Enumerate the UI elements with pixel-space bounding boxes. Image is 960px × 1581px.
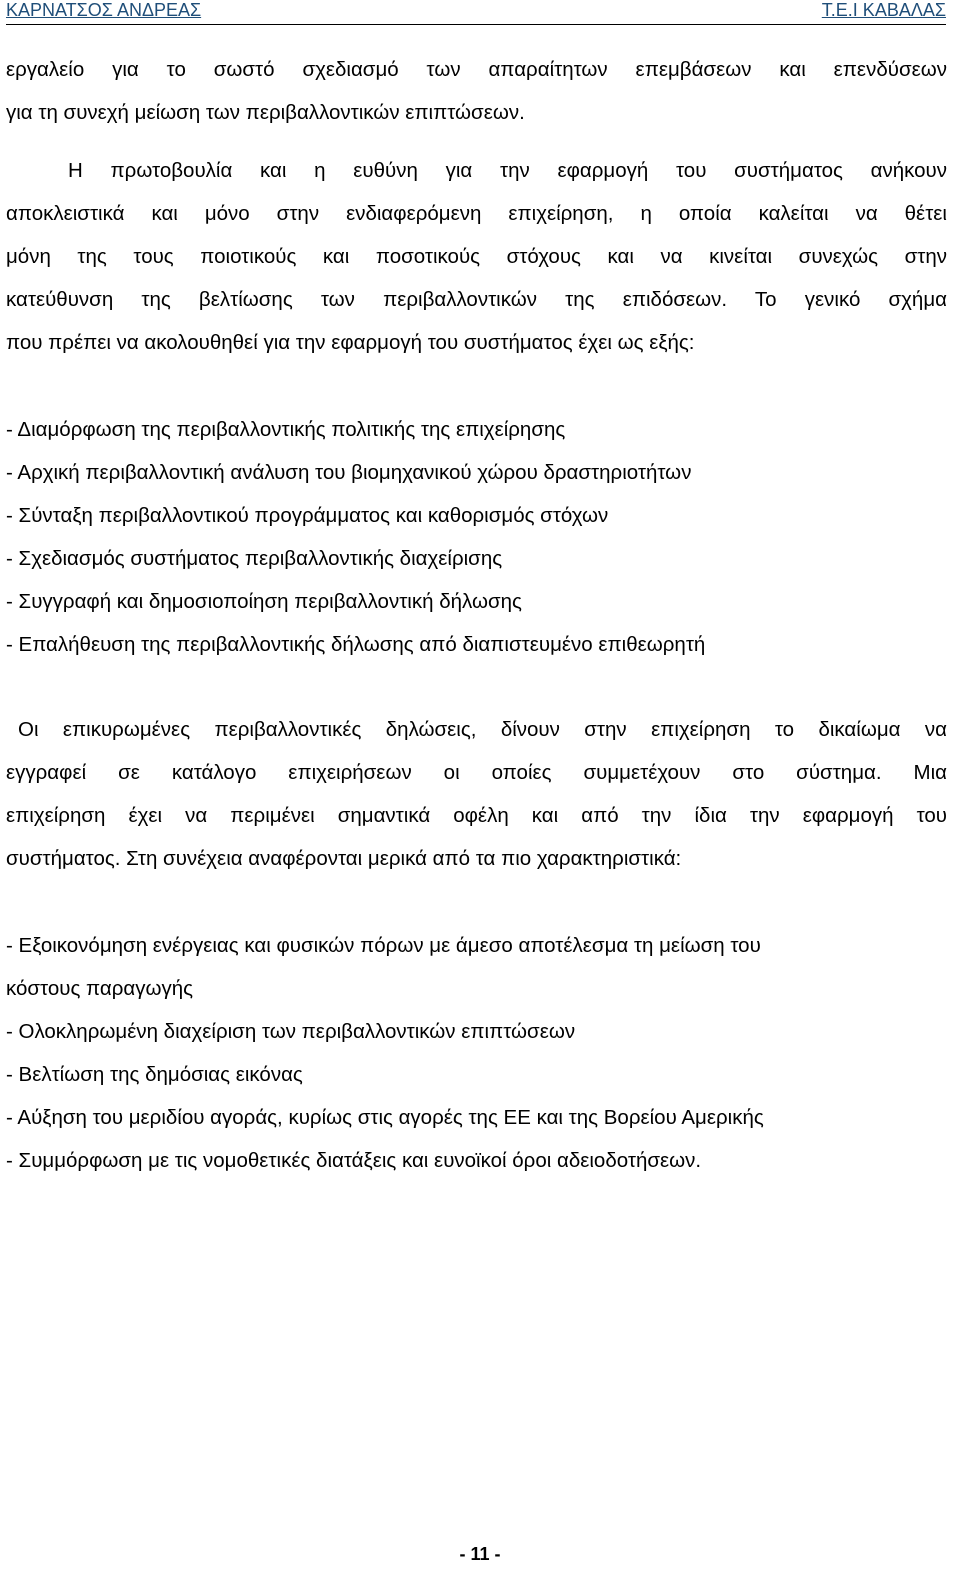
paragraph-initiative — [6, 149, 947, 364]
text-line: που πρέπει να ακολουθηθεί για την εφαρμογή του συστήματος έχει ως εξής: — [6, 331, 695, 354]
list-item: - Διαμόρφωση της περιβαλλοντικής πολιτικής της επιχείρησης — [6, 418, 566, 441]
header-institution: Τ.Ε.Ι ΚΑΒΑΛΑΣ — [821, 0, 946, 20]
text-line: εγγραφεί σε κατάλογο επιχειρήσεων οι οποίες συμμετέχουν στο σύστημα. Μια — [6, 761, 947, 784]
list-item: - Αύξηση του μεριδίου αγοράς, κυρίως στις αγορές της ΕΕ και της Βορείου Αμερικής — [6, 1106, 764, 1129]
list-item: - Ολοκληρωμένη διαχείριση των περιβαλλοντικών επιπτώσεων — [6, 1020, 576, 1043]
list-item: - Αρχική περιβαλλοντική ανάλυση του βιομηχανικού χώρου δραστηριοτήτων — [6, 461, 692, 484]
text-line: Οι επικυρωμένες περιβαλλοντικές δηλώσεις, δίνουν στην επιχείρηση το δικαίωμα να — [18, 718, 947, 741]
list-benefits — [6, 924, 947, 1182]
list-item: - Σύνταξη περιβαλλοντικού προγράμματος και καθορισμός στόχων — [6, 504, 609, 527]
header-author: ΚΑΡΝΑΤΣΟΣ ΑΝΔΡΕΑΣ — [6, 0, 202, 20]
text-line: Η πρωτοβουλία και η ευθύνη για την εφαρμογή του συστήματος ανήκουν — [68, 159, 947, 182]
paragraph-benefits — [6, 708, 947, 880]
list-item: - Επαλήθευση της περιβαλλοντικής δήλωσης από διαπιστευμένο επιθεωρητή — [6, 633, 706, 656]
text-line: για τη συνεχή μείωση των περιβαλλοντικών επιπτώσεων. — [6, 101, 525, 124]
paragraph-intro — [6, 48, 947, 134]
list-item: - Βελτίωση της δημόσιας εικόνας — [6, 1063, 303, 1086]
list-steps — [6, 408, 947, 666]
text-line: συστήματος. Στη συνέχεια αναφέρονται μερικά από τα πιο χαρακτηριστικά: — [6, 847, 682, 870]
text-line: κατεύθυνση της βελτίωσης των περιβαλλοντικών της επιδόσεων. Το γενικό σχήμα — [6, 288, 947, 311]
text-line: μόνη της τους ποιοτικούς και ποσοτικούς στόχους και να κινείται συνεχώς στην — [6, 245, 947, 268]
text-line: επιχείρηση έχει να περιμένει σημαντικά οφέλη και από την ίδια την εφαρμογή του — [6, 804, 947, 827]
text-line: εργαλείο για το σωστό σχεδιασμό των απαραίτητων επεμβάσεων και επενδύσεων — [6, 58, 947, 81]
list-item: - Συμμόρφωση με τις νομοθετικές διατάξεις και ευνοϊκοί όροι αδειοδοτήσεων. — [6, 1149, 702, 1172]
page-header — [6, 0, 946, 25]
list-item: κόστους παραγωγής — [6, 977, 194, 1000]
list-item: - Σχεδιασμός συστήματος περιβαλλοντικής διαχείρισης — [6, 547, 503, 570]
page-number: - 11 - — [459, 1544, 501, 1564]
text-line: αποκλειστικά και μόνο στην ενδιαφερόμενη επιχείρηση, η οποία καλείται να θέτει — [6, 202, 947, 225]
list-item: - Συγγραφή και δημοσιοποίηση περιβαλλοντική δήλωσης — [6, 590, 522, 613]
list-item: - Εξοικονόμηση ενέργειας και φυσικών πόρων με άμεσο αποτέλεσμα τη μείωση του — [6, 934, 761, 957]
